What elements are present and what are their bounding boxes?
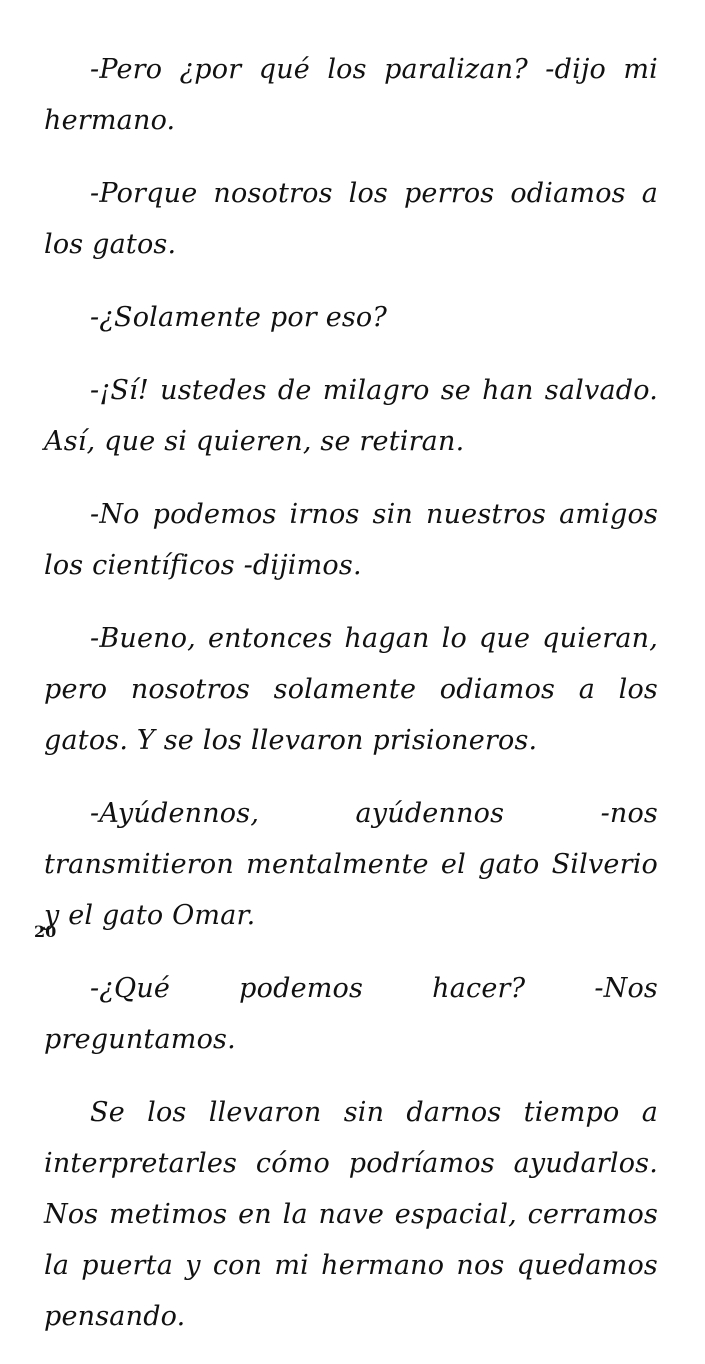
paragraph-2: -Porque nosotros los perros odiamos a los gatos. xyxy=(44,178,658,260)
paragraph-6: -Bueno, entonces hagan lo que quieran, pero nosotros solamente odiamos a los gatos. Y se los llevaron prisioneros. xyxy=(44,623,658,756)
paragraph-9: Se los llevaron sin darnos tiempo a interpretarles cómo podríamos ayudarlos. Nos metimos en la nave espacial, cerramos la puerta y con mi hermano nos quedamos pensando. xyxy=(44,1097,658,1332)
paragraph-3: -¿Solamente por eso? xyxy=(90,302,388,333)
paragraph-8: -¿Qué podemos hacer? -Nos preguntamos. xyxy=(44,973,658,1055)
paragraph-1: -Pero ¿por qué los paralizan? -dijo mi hermano. xyxy=(44,54,658,136)
paragraph-7: -Ayúdennos, ayúdennos -nos transmitieron mentalmente el gato Silverio y el gato Omar. xyxy=(44,798,658,931)
paragraph-5: -No podemos irnos sin nuestros amigos los científicos -dijimos. xyxy=(44,499,658,581)
story-text xyxy=(44,44,658,1364)
paragraph-4: -¡Sí! ustedes de milagro se han salvado. Así, que si quieren, se retiran. xyxy=(44,375,658,457)
page-number: 20 xyxy=(34,922,57,941)
